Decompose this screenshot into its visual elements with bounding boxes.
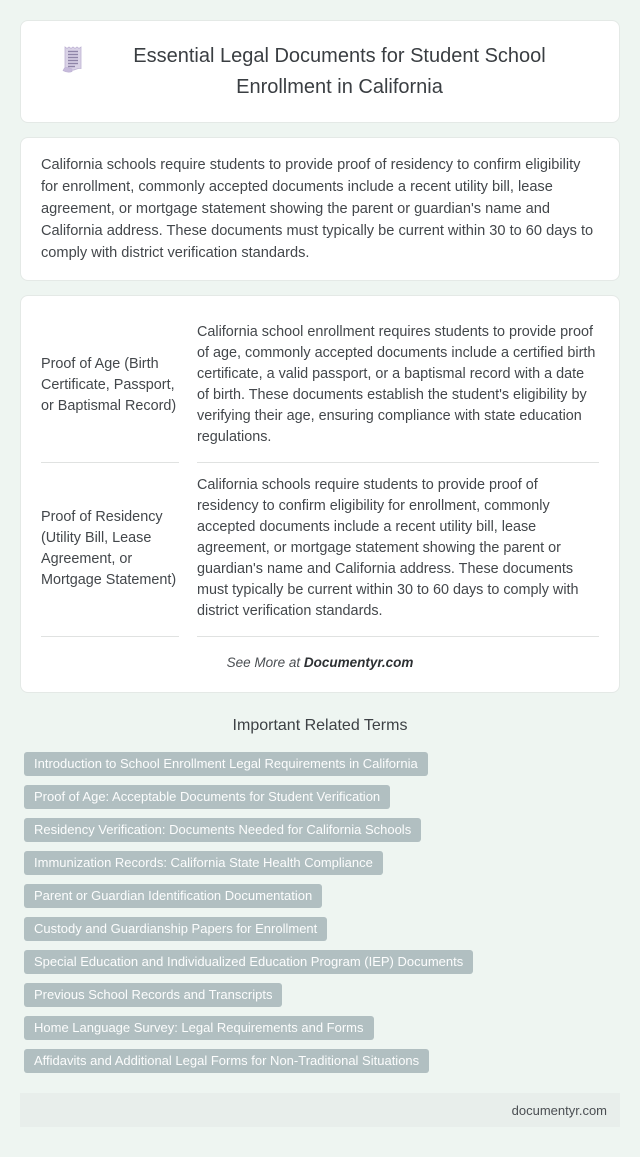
related-terms-list [0,752,640,1073]
table-row [41,310,599,463]
related-term-tag[interactable]: Residency Verification: Documents Needed for California Schools [24,818,421,842]
related-term-tag[interactable]: Parent or Guardian Identification Documentation [24,884,322,908]
title-card [20,20,620,123]
related-term-tag[interactable]: Immunization Records: California State Health Compliance [24,851,383,875]
related-term-tag[interactable]: Home Language Survey: Legal Requirements and Forms [24,1016,374,1040]
page-title: Essential Legal Documents for Student School Enrollment in California [133,45,546,98]
related-term-tag[interactable]: Introduction to School Enrollment Legal Requirements in California [24,752,428,776]
see-more-text: See More at [226,655,301,670]
related-term-tag[interactable]: Custody and Guardianship Papers for Enrollment [24,917,327,941]
receipt-icon [61,46,84,79]
document-term: Proof of Residency (Utility Bill, Lease Agreement, or Mortgage Statement) [41,463,179,637]
documents-card [20,295,620,693]
related-term-tag[interactable]: Special Education and Individualized Education Program (IEP) Documents [24,950,473,974]
document-term: Proof of Age (Birth Certificate, Passport, or Baptismal Record) [41,310,179,463]
documents-table [41,310,599,637]
document-description: California schools require students to provide proof of residency to confirm eligibility for enrollment, commonly accepted documents include a recent utility bill, lease agreement, or mortgage statement showing the parent or guardian's name and California address. These documents must typically be current within 30 to 60 days to comply with district verification standards. [197,463,599,637]
intro-card [20,137,620,281]
see-more-site-link[interactable]: Documentyr.com [303,655,414,670]
related-term-tag[interactable]: Proof of Age: Acceptable Documents for Student Verification [24,785,390,809]
table-row [41,463,599,637]
footer-site-label: documentyr.com [511,1102,607,1118]
see-more-line [41,655,599,670]
related-term-tag[interactable]: Affidavits and Additional Legal Forms for Non-Traditional Situations [24,1049,429,1073]
document-description: California school enrollment requires students to provide proof of age, commonly accepted documents include a certified birth certificate, a valid passport, or a baptismal record with a date of birth. These documents establish the student's eligibility by verifying their age, ensuring compliance with state education regulations. [197,310,599,463]
related-terms-heading: Important Related Terms [232,717,408,734]
intro-paragraph: California schools require students to provide proof of residency to confirm eligibility for enrollment, commonly accepted documents include a recent utility bill, lease agreement, or mortgage statement showing the parent or guardian's name and California address. These documents must typically be current within 30 to 60 days to comply with district verification standards. [41,157,594,261]
footer-bar [20,1093,620,1127]
related-term-tag[interactable]: Previous School Records and Transcripts [24,983,282,1007]
